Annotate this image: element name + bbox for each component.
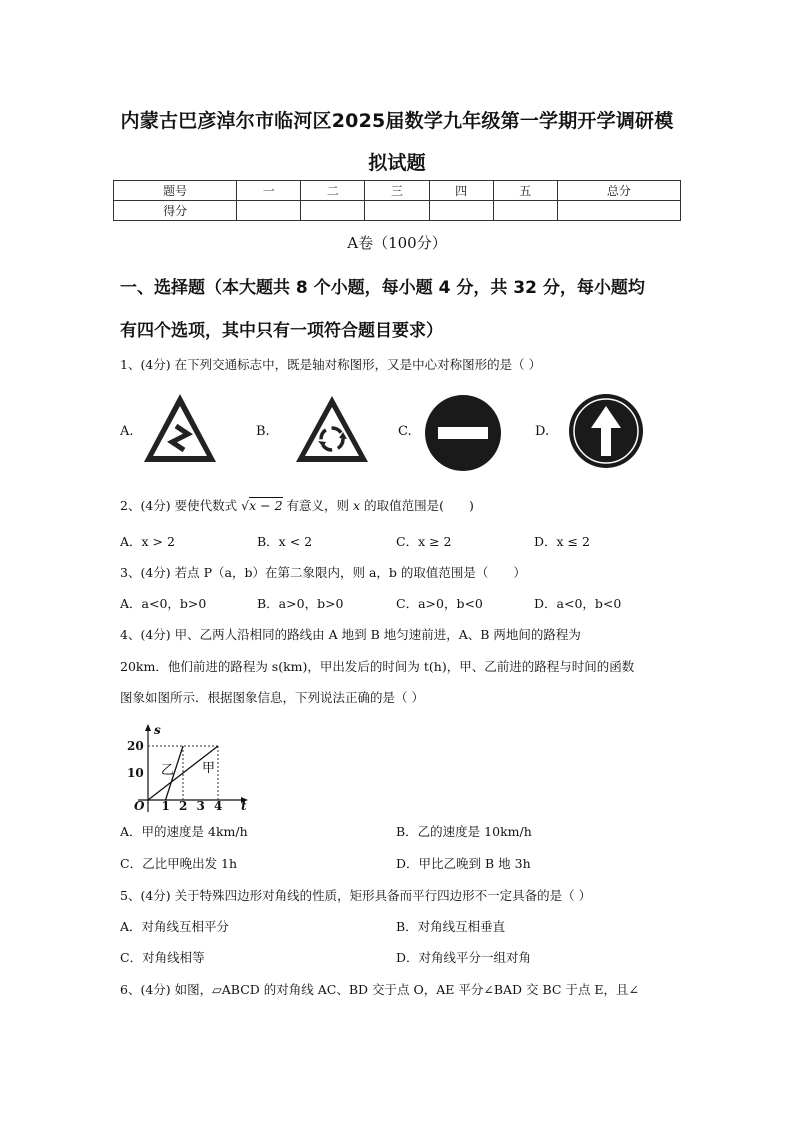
y-axis-arrow [145,724,151,731]
y-tick-label: 20 [127,739,144,753]
score-cell: 题号 [114,181,237,201]
q2-radicand: x − 2 [249,498,283,513]
x-tick-label: 4 [214,799,223,813]
q1-option-label-b: B. [256,424,270,439]
score-input-cell[interactable] [365,201,429,221]
score-input-cell[interactable] [301,201,365,221]
score-table-header-row [114,181,681,201]
question-2-stem [120,496,474,514]
question-4-line3: 图象如图所示．根据图象信息，下列说法正确的是（ ） [120,690,424,705]
q4-option-c[interactable]: C．乙比甲晚出发 1h [120,856,238,871]
q4-option-b[interactable]: B．乙的速度是 10km/h [396,824,532,839]
warning-sign-roundabout-icon [292,392,372,466]
q3-option-c[interactable]: C．a>0，b<0 [396,596,483,611]
q2-stem-mid: 有意义，则 [286,498,350,513]
question-1-stem: 1、(4分) 在下列交通标志中，既是轴对称图形，又是中心对称图形的是（ ） [120,357,542,372]
series-label-jia: 甲 [202,761,216,776]
q2-option-d[interactable]: D．x ≤ 2 [534,534,590,549]
exam-title-line1: 内蒙古巴彦淖尔市临河区2025届数学九年级第一学期开学调研模 [120,110,674,132]
score-table [113,180,681,221]
question-4-line2: 20km．他们前进的路程为 s(km)，甲出发后的时间为 t(h)，甲、乙前进的路程与时间的函数 [120,659,635,674]
q3-option-b[interactable]: B．a>0，b>0 [257,596,344,611]
volume-heading: A卷（100分） [347,234,447,252]
q1-option-label-c: C. [398,424,412,439]
straight-ahead-sign-icon [567,392,645,470]
score-table-score-row [114,201,681,221]
q4-option-a[interactable]: A．甲的速度是 4km/h [120,824,248,839]
x-tick-label: 2 [179,799,188,813]
series-label-yi: 乙 [161,763,175,778]
q2-radical: √x − 2 [241,498,283,513]
score-cell: 得分 [114,201,237,221]
section-heading-line2: 有四个选项，其中只有一项符合题目要求） [120,321,443,341]
distance-time-graph [120,722,260,814]
section-heading-line1: 一、选择题（本大题共 8 个小题，每小题 4 分，共 32 分，每小题均 [120,278,645,298]
q4-option-d[interactable]: D．甲比乙晚到 B 地 3h [396,856,531,871]
x-tick-label: 1 [161,799,170,813]
score-cell: 四 [429,181,493,201]
q1-option-label-d: D. [535,424,550,439]
q5-option-c[interactable]: C．对角线相等 [120,950,205,965]
no-entry-sign-icon [424,394,502,472]
q2-stem-pre: 2、(4分) 要使代数式 [120,498,238,513]
score-input-cell[interactable] [557,201,680,221]
question-3-stem: 3、(4分) 若点 P（a，b）在第二象限内，则 a，b 的取值范围是（ ） [120,565,526,580]
q3-option-d[interactable]: D．a<0，b<0 [534,596,622,611]
y-axis-label: s [154,723,161,737]
score-cell: 三 [365,181,429,201]
q2-stem-post: 的取值范围是( ) [364,498,474,513]
q2-option-b[interactable]: B．x < 2 [257,534,313,549]
question-6-stem: 6、(4分) 如图，▱ABCD 的对角线 AC、BD 交于点 O，AE 平分∠BAD 交 BC 于点 E，且∠ [120,982,640,997]
score-input-cell[interactable] [237,201,301,221]
q5-option-d[interactable]: D．对角线平分一组对角 [396,950,532,965]
x-tick-label: 3 [196,799,205,813]
question-5-stem: 5、(4分) 关于特殊四边形对角线的性质，矩形具备而平行四边形不一定具备的是（ ） [120,888,592,903]
q2-option-a[interactable]: A．x > 2 [120,534,175,549]
score-input-cell[interactable] [429,201,493,221]
q2-var: x [353,498,361,513]
q3-option-a[interactable]: A．a<0，b>0 [120,596,207,611]
x-axis-label: t [241,799,247,813]
q5-option-b[interactable]: B．对角线互相垂直 [396,919,506,934]
score-input-cell[interactable] [493,201,557,221]
exam-title-line2: 拟试题 [368,152,426,174]
score-cell: 总分 [557,181,680,201]
warning-sign-reverse-curve-icon [140,390,220,466]
q2-option-c[interactable]: C．x ≥ 2 [396,534,452,549]
y-tick-label: 10 [127,766,144,780]
origin-label: O [134,799,145,813]
question-4-line1: 4、(4分) 甲、乙两人沿相同的路线由 A 地到 B 地匀速前进，A、B 两地间的路程为 [120,627,581,642]
score-cell: 二 [301,181,365,201]
score-cell: 一 [237,181,301,201]
score-cell: 五 [493,181,557,201]
q1-option-label-a: A. [120,424,134,439]
q5-option-a[interactable]: A．对角线互相平分 [120,919,230,934]
